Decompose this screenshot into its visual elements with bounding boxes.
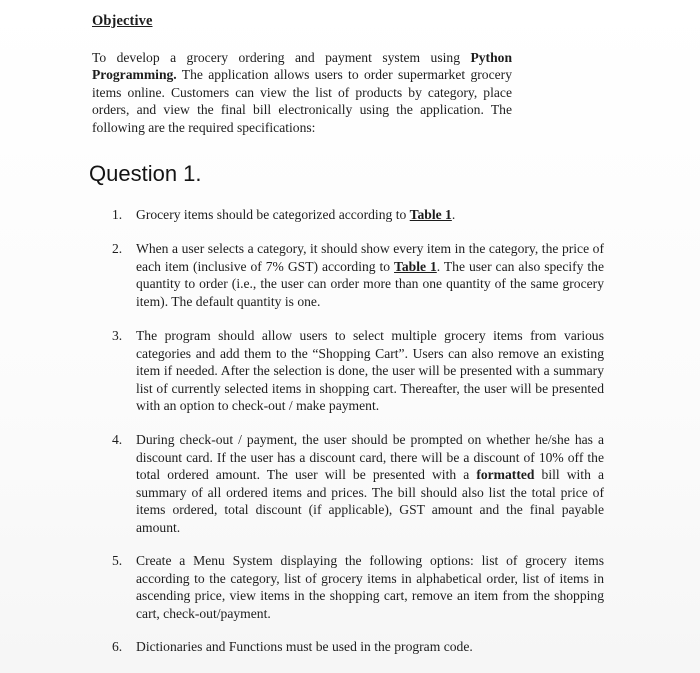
list-item (112, 327, 604, 415)
question-title: Question 1. (89, 161, 202, 186)
item-text: The program should allow users to select multiple grocery items from various categories and add them to the “Shopping Cart”. Users can also remove an existing item if needed. After the selection is done, the user will be presented with a summary list of currently selected items in shopping cart. Thereafter, the user will be presented with an option to check-out / make payment. (136, 328, 604, 414)
item-text-post: . (451, 207, 456, 222)
item-text-pre: During check-out / payment, the user should be prompted on whether he/she has a discount card. If the user has a discount card, there will be a discount of 10% off the total ordered amount. The user will be presented with a (136, 432, 604, 483)
objective-intro (92, 49, 512, 136)
item-text (136, 240, 604, 310)
item-text: Create a Menu System displaying the following options: list of grocery items according to the category, list of grocery items in alphabetical order, list of items in ascending price, view items in the shopping cart, remove an item from the shopping cart, check-out/payment. (136, 553, 604, 621)
item-text: Dictionaries and Functions must be used in the program code. (136, 639, 473, 654)
intro-suffix: The application allows users to order supermarket grocery items online. Customers can view the list of products by category, place orders, and view the final bill electronically using the application. The following are the required specifications: (92, 67, 512, 135)
item-number: 4. (112, 432, 123, 447)
list-item (112, 552, 604, 622)
intro-bold: Python Programming. (92, 50, 512, 83)
item-number: 1. (112, 207, 123, 222)
item-number: 2. (112, 241, 123, 256)
item-text (136, 206, 604, 224)
intro-prefix: To develop a grocery ordering and payment system using (92, 50, 471, 65)
item-text (136, 431, 604, 537)
item-number: 3. (112, 328, 123, 343)
table-reference: Table 1 (409, 207, 452, 222)
item-number: 5. (112, 553, 123, 568)
formatted-emphasis: formatted (476, 467, 535, 483)
list-item (112, 240, 604, 310)
list-item (112, 206, 604, 224)
table-reference: Table 1 (394, 258, 437, 274)
item-text-pre: Grocery items should be categorized according to (136, 207, 410, 222)
item-text-post: . The user can also specify the quantity to order (i.e., the user can order more than one quantity of the same grocery item). The default quantity is one. (136, 258, 605, 309)
objective-heading: Objective (92, 13, 153, 29)
item-number: 6. (112, 639, 123, 654)
list-item (112, 431, 604, 537)
item-text-pre: When a user selects a category, it should show every item in the category, the price of each item (inclusive of 7% GST) according to (136, 241, 604, 274)
item-text-post: bill with a summary of all ordered items and prices. The bill should also list the total price of items ordered, total discount (if applicable), GST amount and the final payable amount. (136, 467, 604, 535)
list-item (112, 638, 604, 656)
